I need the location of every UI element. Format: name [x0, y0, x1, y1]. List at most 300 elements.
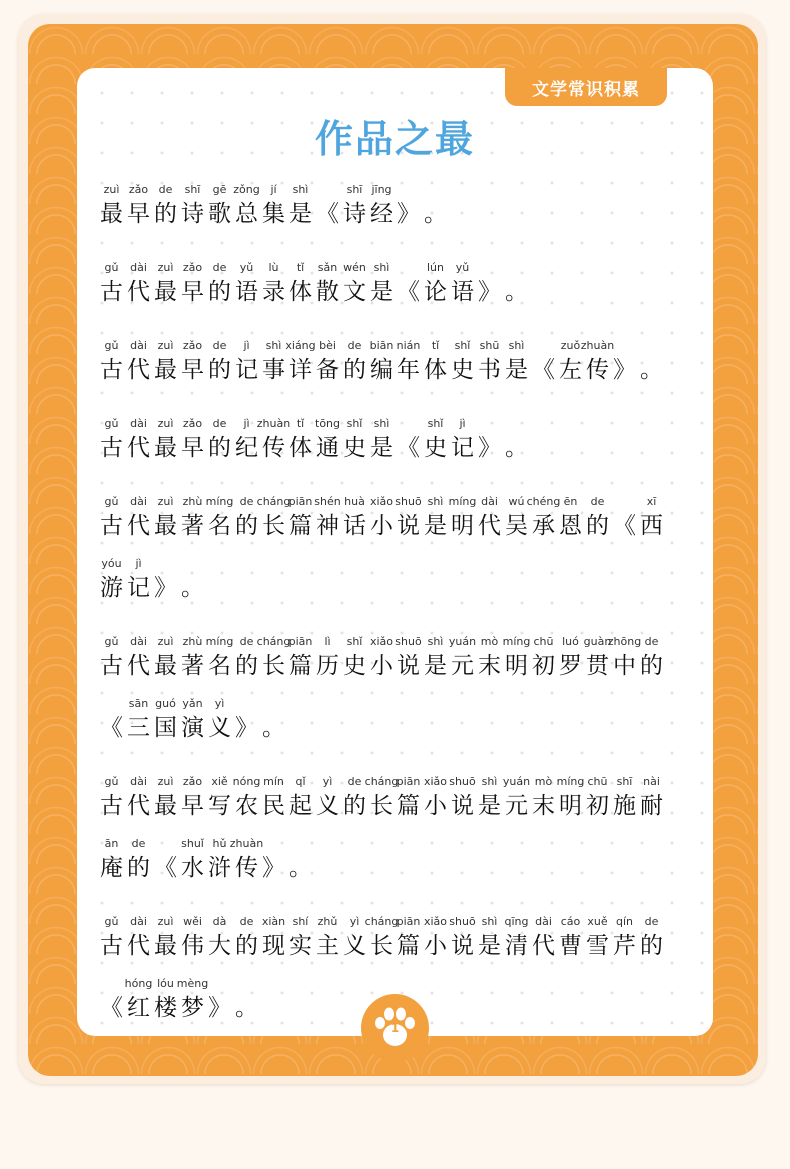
pinyin: wú — [508, 495, 525, 508]
hanzi: 是 — [424, 513, 447, 539]
annotated-character — [287, 416, 314, 464]
pinyin: shǐ — [346, 635, 363, 648]
hanzi: 明 — [559, 793, 582, 819]
hanzi: 长 — [370, 933, 393, 959]
hanzi: 写 — [208, 793, 231, 819]
annotated-character — [125, 634, 152, 682]
annotated-character — [152, 494, 179, 542]
hanzi: 红 — [127, 995, 150, 1021]
pinyin: wén — [343, 261, 366, 274]
hanzi: 的 — [640, 933, 663, 959]
annotated-character — [125, 494, 152, 542]
hanzi: 小 — [370, 653, 393, 679]
pinyin: de — [212, 261, 227, 274]
hanzi: 元 — [505, 793, 528, 819]
hanzi: 歌 — [208, 201, 231, 227]
hanzi: 说 — [451, 793, 474, 819]
annotated-character — [152, 976, 179, 1024]
hanzi: 《 — [100, 715, 123, 741]
pinyin: luó — [562, 635, 579, 648]
pinyin: gǔ — [104, 261, 119, 274]
annotated-character — [607, 634, 642, 682]
pinyin: de — [347, 775, 362, 788]
text-line — [98, 332, 698, 386]
annotated-character — [638, 338, 665, 386]
pinyin: cháng — [364, 775, 399, 788]
hanzi: 现 — [262, 933, 285, 959]
annotated-character — [125, 182, 152, 230]
pinyin: zuì — [157, 417, 174, 430]
hanzi: 话 — [343, 513, 366, 539]
hanzi: 。 — [640, 357, 663, 383]
annotated-character — [233, 914, 260, 962]
pinyin: zuì — [157, 635, 174, 648]
annotated-character — [584, 774, 611, 822]
annotated-character — [125, 338, 152, 386]
hanzi: 最 — [100, 201, 123, 227]
hanzi: 古 — [100, 933, 123, 959]
pinyin: yuán — [448, 635, 477, 648]
annotated-character — [98, 416, 125, 464]
annotated-character — [125, 774, 152, 822]
hanzi: 体 — [289, 435, 312, 461]
hanzi: 《 — [100, 995, 123, 1021]
pinyin: shì — [481, 775, 498, 788]
hanzi: 《 — [316, 201, 339, 227]
pinyin: jì — [459, 417, 466, 430]
fact-paragraph — [98, 176, 698, 230]
annotated-character — [287, 182, 314, 230]
fact-paragraph — [98, 628, 698, 744]
hanzi: 长 — [262, 653, 285, 679]
pinyin: jì — [135, 557, 142, 570]
hanzi: 诗 — [343, 201, 366, 227]
pinyin: míng — [448, 495, 477, 508]
pinyin: shī — [616, 775, 633, 788]
annotated-character — [152, 556, 179, 604]
hanzi: 《 — [613, 513, 636, 539]
hanzi: 备 — [316, 357, 339, 383]
category-tab: 文学常识积累 — [505, 68, 667, 106]
pinyin: huà — [344, 495, 365, 508]
pinyin: gǔ — [104, 635, 119, 648]
hanzi: 。 — [505, 435, 528, 461]
annotated-character — [260, 696, 287, 744]
pinyin: de — [239, 495, 254, 508]
hanzi: 古 — [100, 435, 123, 461]
annotated-character — [638, 914, 665, 962]
pinyin: chū — [587, 775, 608, 788]
annotated-character — [98, 338, 125, 386]
annotated-character — [152, 774, 179, 822]
pinyin: shén — [314, 495, 341, 508]
hanzi: 篇 — [397, 933, 420, 959]
pinyin: xiǎo — [423, 775, 448, 788]
annotated-character — [580, 338, 615, 386]
pinyin: qīng — [504, 915, 529, 928]
pinyin: qín — [615, 915, 633, 928]
annotated-character — [638, 494, 665, 542]
hanzi: 的 — [586, 513, 609, 539]
pinyin: de — [131, 837, 146, 850]
annotated-character — [368, 338, 395, 386]
pinyin: zǎo — [182, 775, 203, 788]
pinyin: hóng — [124, 977, 153, 990]
hanzi: 早 — [181, 279, 204, 305]
hanzi: 元 — [451, 653, 474, 679]
hanzi: 初 — [586, 793, 609, 819]
hanzi: 芹 — [613, 933, 636, 959]
annotated-character — [314, 634, 341, 682]
hanzi: 早 — [181, 357, 204, 383]
pinyin: piān — [288, 635, 313, 648]
pinyin: piān — [396, 915, 421, 928]
pinyin: mín — [263, 775, 284, 788]
pinyin: de — [212, 339, 227, 352]
page-number: 1 — [390, 1021, 400, 1035]
annotated-character — [179, 416, 206, 464]
annotated-character — [503, 914, 530, 962]
pinyin: de — [644, 635, 659, 648]
hanzi: 史 — [343, 435, 366, 461]
text-line — [98, 550, 698, 604]
annotated-character — [422, 494, 449, 542]
hanzi: 代 — [127, 513, 150, 539]
annotated-character — [557, 494, 584, 542]
pinyin: zuì — [103, 183, 120, 196]
annotated-character — [206, 416, 233, 464]
hanzi: 最 — [154, 933, 177, 959]
hanzi: 早 — [181, 793, 204, 819]
annotated-character — [206, 634, 233, 682]
pinyin: zhuàn — [580, 339, 615, 352]
hanzi: 三 — [127, 715, 150, 741]
hanzi: 的 — [235, 653, 258, 679]
annotated-character — [125, 914, 152, 962]
annotated-character — [530, 914, 557, 962]
hanzi: 耐 — [640, 793, 663, 819]
pinyin: shuō — [395, 635, 422, 648]
pinyin: cháng — [256, 635, 291, 648]
annotated-character — [287, 914, 314, 962]
annotated-character — [125, 416, 152, 464]
pinyin: zhǔ — [317, 915, 338, 928]
text-line — [98, 254, 698, 308]
pinyin: yì — [349, 915, 360, 928]
annotated-character — [449, 494, 476, 542]
annotated-character — [503, 774, 530, 822]
hanzi: 事 — [262, 357, 285, 383]
hanzi: 说 — [397, 653, 420, 679]
text-line — [98, 176, 698, 230]
annotated-character — [449, 416, 476, 464]
annotated-character — [341, 182, 368, 230]
hanzi: 。 — [262, 715, 285, 741]
hanzi: 的 — [235, 933, 258, 959]
hanzi: 明 — [451, 513, 474, 539]
annotated-character — [557, 914, 584, 962]
hanzi: 小 — [424, 793, 447, 819]
pinyin: xuě — [587, 915, 608, 928]
annotated-character — [314, 914, 341, 962]
annotated-character — [179, 914, 206, 962]
hanzi: 明 — [505, 653, 528, 679]
hanzi: 代 — [127, 435, 150, 461]
annotated-character — [341, 634, 368, 682]
hanzi: 语 — [451, 279, 474, 305]
text-line — [98, 908, 698, 962]
annotated-character — [206, 182, 233, 230]
pinyin: dài — [481, 495, 498, 508]
pinyin: zhuàn — [256, 417, 291, 430]
pinyin: qǐ — [295, 775, 306, 788]
pinyin: míng — [502, 635, 531, 648]
pinyin: míng — [556, 775, 585, 788]
annotated-character — [341, 416, 368, 464]
hanzi: 代 — [127, 357, 150, 383]
annotated-character — [395, 260, 422, 308]
hanzi: 代 — [127, 279, 150, 305]
annotated-character — [449, 338, 476, 386]
annotated-character — [229, 836, 264, 884]
hanzi: 义 — [343, 933, 366, 959]
pinyin: shì — [292, 183, 309, 196]
hanzi: 》 — [262, 855, 285, 881]
pinyin: shī — [184, 183, 201, 196]
annotated-character — [125, 696, 152, 744]
annotated-character — [314, 182, 341, 230]
hanzi: 代 — [127, 653, 150, 679]
annotated-character — [260, 338, 287, 386]
pinyin: zǎo — [128, 183, 149, 196]
pinyin: wěi — [183, 915, 202, 928]
annotated-character — [526, 494, 561, 542]
annotated-character — [476, 338, 503, 386]
hanzi: 是 — [478, 793, 501, 819]
pinyin: ān — [104, 837, 119, 850]
annotated-character — [125, 836, 152, 884]
hanzi: 体 — [424, 357, 447, 383]
hanzi: 》 — [235, 715, 258, 741]
pinyin: de — [239, 915, 254, 928]
annotated-character — [611, 338, 638, 386]
annotated-character — [233, 260, 260, 308]
pinyin: sǎn — [317, 261, 338, 274]
pinyin: de — [239, 635, 254, 648]
hanzi: 》 — [613, 357, 636, 383]
pinyin: lì — [324, 635, 331, 648]
annotated-character — [179, 182, 206, 230]
hanzi: 著 — [181, 513, 204, 539]
pinyin: xī — [646, 495, 657, 508]
pinyin: shí — [292, 915, 309, 928]
pinyin: dà — [212, 915, 227, 928]
hanzi: 的 — [640, 653, 663, 679]
pinyin: tǐ — [296, 261, 305, 274]
pinyin: chū — [533, 635, 554, 648]
annotated-character — [152, 260, 179, 308]
annotated-character — [260, 836, 287, 884]
annotated-character — [476, 494, 503, 542]
pinyin: shǐ — [454, 339, 471, 352]
annotated-character — [557, 634, 584, 682]
annotated-character — [179, 556, 206, 604]
annotated-character — [530, 634, 557, 682]
annotated-character — [152, 914, 179, 962]
annotated-character — [368, 634, 395, 682]
hanzi: 历 — [316, 653, 339, 679]
hanzi: 《 — [397, 435, 420, 461]
hanzi: 左 — [559, 357, 582, 383]
pinyin: chéng — [526, 495, 561, 508]
annotated-character — [395, 338, 422, 386]
annotated-character — [98, 494, 125, 542]
annotated-character — [206, 774, 233, 822]
hanzi: 末 — [532, 793, 555, 819]
hanzi: 书 — [478, 357, 501, 383]
annotated-character — [179, 494, 206, 542]
annotated-character — [152, 182, 179, 230]
hanzi: 记 — [235, 357, 258, 383]
hanzi: 诗 — [181, 201, 204, 227]
text-line — [98, 628, 698, 682]
annotated-character — [341, 494, 368, 542]
pinyin: gǔ — [104, 775, 119, 788]
hanzi: 民 — [262, 793, 285, 819]
hanzi: 起 — [289, 793, 312, 819]
pinyin: shuō — [395, 495, 422, 508]
pinyin: zǎo — [182, 417, 203, 430]
hanzi: 年 — [397, 357, 420, 383]
hanzi: 是 — [370, 279, 393, 305]
annotated-character — [364, 774, 399, 822]
hanzi: 承 — [532, 513, 555, 539]
text-line — [98, 690, 698, 744]
hanzi: 》 — [397, 201, 420, 227]
annotated-character — [206, 338, 233, 386]
annotated-character — [395, 416, 422, 464]
hanzi: 主 — [316, 933, 339, 959]
pinyin: xiǎo — [369, 495, 394, 508]
annotated-character — [395, 774, 422, 822]
pinyin: zuì — [157, 495, 174, 508]
pinyin: shì — [427, 635, 444, 648]
hanzi: 古 — [100, 653, 123, 679]
page-number-badge — [361, 994, 429, 1062]
annotated-character — [287, 634, 314, 682]
annotated-character — [256, 634, 291, 682]
annotated-character — [557, 774, 584, 822]
hanzi: 的 — [208, 357, 231, 383]
annotated-character — [395, 182, 422, 230]
pinyin: nián — [396, 339, 421, 352]
hanzi: 代 — [127, 793, 150, 819]
annotated-character — [503, 338, 530, 386]
hanzi: 早 — [127, 201, 150, 227]
annotated-character — [98, 836, 125, 884]
pinyin: dài — [130, 635, 147, 648]
hanzi: 史 — [424, 435, 447, 461]
pinyin: zuì — [157, 915, 174, 928]
hanzi: 最 — [154, 357, 177, 383]
pinyin: jì — [243, 339, 250, 352]
hanzi: 代 — [127, 933, 150, 959]
pinyin: xiǎo — [423, 915, 448, 928]
hanzi: 小 — [424, 933, 447, 959]
hanzi: 罗 — [559, 653, 582, 679]
pinyin: cháng — [256, 495, 291, 508]
text-line — [98, 768, 698, 822]
annotated-character — [530, 774, 557, 822]
annotated-character — [179, 634, 206, 682]
annotated-character — [584, 494, 611, 542]
hanzi: 传 — [262, 435, 285, 461]
hanzi: 记 — [127, 575, 150, 601]
pinyin: shì — [373, 261, 390, 274]
hanzi: 曹 — [559, 933, 582, 959]
pinyin: yóu — [101, 557, 122, 570]
annotated-character — [260, 182, 287, 230]
hanzi: 施 — [613, 793, 636, 819]
annotated-character — [314, 774, 341, 822]
pinyin: hǔ — [212, 837, 227, 850]
hanzi: 总 — [235, 201, 258, 227]
hanzi: 是 — [505, 357, 528, 383]
hanzi: 早 — [181, 435, 204, 461]
annotated-character — [98, 976, 125, 1024]
annotated-character — [256, 416, 291, 464]
hanzi: 是 — [478, 933, 501, 959]
pinyin: ēn — [563, 495, 578, 508]
hanzi: 。 — [424, 201, 447, 227]
hanzi: 是 — [370, 435, 393, 461]
pinyin: shū — [479, 339, 500, 352]
pinyin: gǔ — [104, 915, 119, 928]
hanzi: 文 — [343, 279, 366, 305]
annotated-character — [584, 914, 611, 962]
hanzi: 。 — [505, 279, 528, 305]
annotated-character — [611, 494, 638, 542]
hanzi: 初 — [532, 653, 555, 679]
annotated-character — [287, 494, 314, 542]
hanzi: 长 — [370, 793, 393, 819]
annotated-character — [206, 914, 233, 962]
annotated-character — [98, 260, 125, 308]
pinyin: biān — [369, 339, 394, 352]
pinyin: mò — [534, 775, 553, 788]
pinyin: guàn — [583, 635, 612, 648]
hanzi: 是 — [424, 653, 447, 679]
facts-list — [98, 176, 698, 1048]
pinyin: zhù — [182, 495, 203, 508]
annotated-character — [449, 774, 476, 822]
hanzi: 著 — [181, 653, 204, 679]
hanzi: 楼 — [154, 995, 177, 1021]
hanzi: 古 — [100, 793, 123, 819]
text-line — [98, 830, 698, 884]
annotated-character — [422, 914, 449, 962]
annotated-character — [364, 914, 399, 962]
pinyin: shī — [346, 183, 363, 196]
pinyin: piān — [288, 495, 313, 508]
hanzi: 》 — [154, 575, 177, 601]
annotated-character — [530, 338, 557, 386]
hanzi: 贯 — [586, 653, 609, 679]
hanzi: 神 — [316, 513, 339, 539]
annotated-character — [422, 416, 449, 464]
hanzi: 编 — [370, 357, 393, 383]
annotated-character — [422, 774, 449, 822]
